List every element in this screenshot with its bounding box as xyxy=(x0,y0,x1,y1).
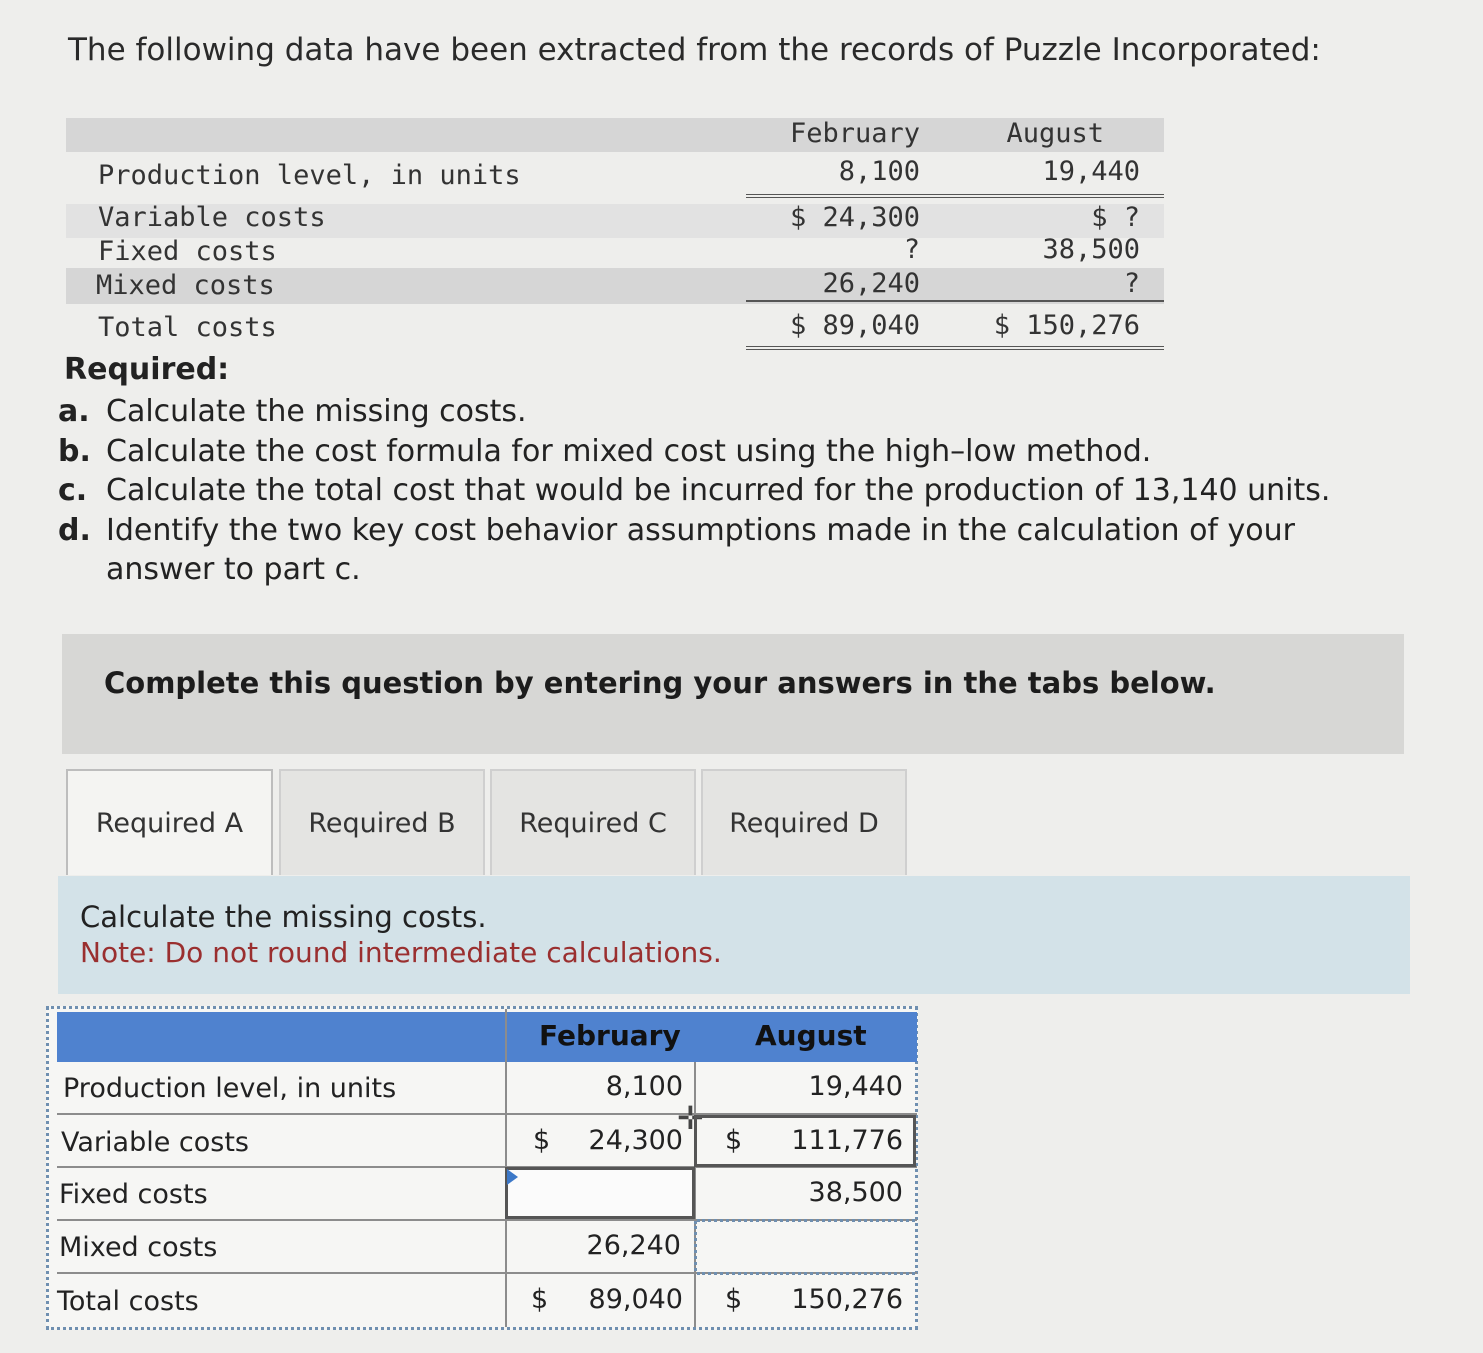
source-row-label: Variable costs xyxy=(98,202,326,233)
answer-header-august: August xyxy=(755,1019,867,1052)
required-item xyxy=(58,392,1396,432)
panel-instruction: Calculate the missing costs. xyxy=(80,900,487,934)
dollar-sign: $ xyxy=(533,1125,551,1156)
tab-required-c[interactable]: Required C xyxy=(490,769,696,875)
feb-fixed-costs-input[interactable] xyxy=(505,1167,695,1219)
item-key: d. xyxy=(58,512,91,548)
row-label: Total costs xyxy=(57,1286,199,1317)
input-marker-icon xyxy=(507,1169,518,1185)
dollar-sign: $ xyxy=(725,1125,743,1156)
tab-required-d[interactable]: Required D xyxy=(701,769,907,875)
question-panel xyxy=(58,876,1410,994)
feb-value: 26,240 xyxy=(586,1230,681,1261)
header-band xyxy=(66,118,1164,152)
tab-required-a[interactable]: Required A xyxy=(66,769,273,875)
row-label: Mixed costs xyxy=(59,1232,218,1263)
feb-value: 24,300 xyxy=(588,1125,683,1156)
dollar-sign: $ xyxy=(725,1284,743,1315)
answer-header-february: February xyxy=(539,1019,681,1052)
aug-value: 19,440 xyxy=(808,1071,903,1102)
item-key: a. xyxy=(58,394,90,429)
item-text: Identify the two key cost behavior assumptions made in the calculation of your answer to part c. xyxy=(106,512,1295,587)
answer-table xyxy=(46,1006,918,1330)
required-item xyxy=(58,471,1396,511)
source-aug-value: $ ? xyxy=(1091,202,1140,233)
item-text: Calculate the cost formula for mixed cost using the high–low method. xyxy=(106,433,1152,469)
banner-text: Complete this question by entering your answers in the tabs below. xyxy=(104,666,1216,700)
source-feb-value: $ 89,040 xyxy=(789,310,920,341)
rule xyxy=(746,346,1164,350)
row-label: Production level, in units xyxy=(63,1073,397,1104)
aug-value: 111,776 xyxy=(791,1125,903,1156)
source-row-label: Total costs xyxy=(98,312,277,343)
row-label: Variable costs xyxy=(61,1127,249,1158)
source-feb-value: 26,240 xyxy=(822,268,920,299)
required-list xyxy=(58,392,1396,590)
dotted-border xyxy=(697,1272,915,1275)
intro-text: The following data have been extracted from the records of Puzzle Incorporated: xyxy=(68,32,1321,68)
row-label: Fixed costs xyxy=(59,1179,208,1210)
dotted-border xyxy=(697,1219,915,1222)
cursor-icon: ✛ xyxy=(677,1099,704,1137)
source-row-label: Production level, in units xyxy=(98,160,521,191)
source-row-label: Fixed costs xyxy=(98,236,277,267)
source-feb-value: $ 24,300 xyxy=(789,202,920,233)
feb-value: 8,100 xyxy=(605,1071,683,1102)
source-header-february: February xyxy=(789,118,920,149)
source-aug-value: 38,500 xyxy=(1042,234,1140,265)
item-text: Calculate the missing costs. xyxy=(106,394,527,429)
source-header-august: August xyxy=(1006,118,1104,149)
dotted-border xyxy=(694,1221,697,1271)
source-aug-value: $ 150,276 xyxy=(993,310,1140,341)
required-item xyxy=(58,511,1396,590)
rule xyxy=(746,194,1164,198)
dollar-sign: $ xyxy=(531,1284,549,1315)
source-row-label: Mixed costs xyxy=(96,270,275,301)
source-feb-value: 8,100 xyxy=(838,156,920,187)
source-feb-value: ? xyxy=(903,234,920,265)
item-text: Calculate the total cost that would be incurred for the production of 13,140 units. xyxy=(106,473,1331,508)
panel-note: Note: Do not round intermediate calculations. xyxy=(80,936,722,969)
rule xyxy=(746,300,1164,302)
required-heading: Required: xyxy=(64,352,230,387)
aug-value: 38,500 xyxy=(808,1177,903,1208)
tab-required-b[interactable]: Required B xyxy=(279,769,485,875)
source-data-table xyxy=(66,118,1164,358)
item-key: c. xyxy=(58,473,88,508)
source-aug-value: ? xyxy=(1123,268,1140,299)
source-aug-value: 19,440 xyxy=(1042,156,1140,187)
aug-value: 150,276 xyxy=(791,1284,903,1315)
feb-value: 89,040 xyxy=(588,1284,683,1315)
instruction-banner xyxy=(62,634,1404,754)
required-item xyxy=(58,432,1396,472)
item-key: b. xyxy=(58,433,91,469)
